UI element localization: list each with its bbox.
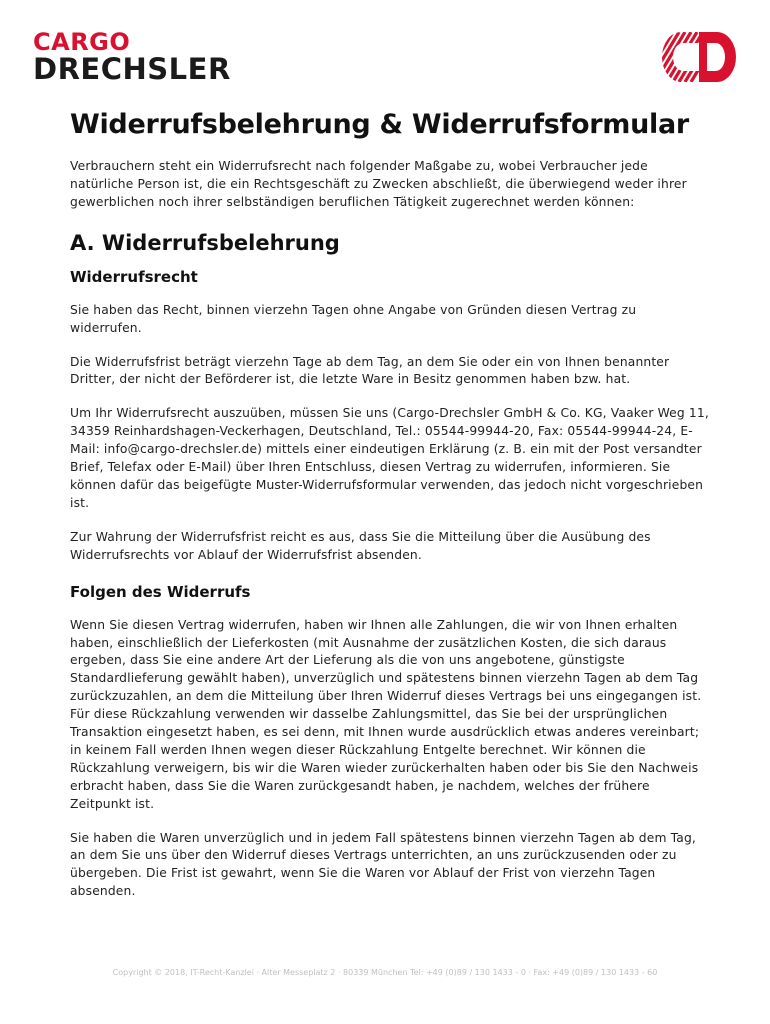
paragraph: Sie haben das Recht, binnen vierzehn Tagen ohne Angabe von Gründen diesen Vertrag zu widerrufen. — [70, 302, 637, 335]
intro-paragraph: Verbrauchern steht ein Widerrufsrecht nach folgender Maßgabe zu, wobei Verbraucher jede natürliche Person ist, die ein Rechtsgeschäft zu Zwecken abschließt, die überwiegend weder ihrer gewerblichen noch ihrer selbständigen beruflichen Tätigkeit zugerechnet werden können: — [70, 159, 687, 209]
subsection-folgen-heading: Folgen des Widerrufs — [70, 582, 251, 601]
document-body — [70, 106, 710, 917]
paragraph: Wenn Sie diesen Vertrag widerrufen, haben wir Ihnen alle Zahlungen, die wir von Ihnen erhalten haben, einschließlich der Lieferkosten (mit Ausnahme der zusätzlichen Kosten, die sich daraus ergeben, dass Sie eine andere Art der Lieferung als die von uns angebotene, günstigste Standardlieferung gewählt haben), unverzüglich und spätestens binnen vierzehn Tagen ab dem Tag zurückzuzahlen, an dem die Mitteilung über Ihren Widerruf dieses Vertrags bei uns eingegangen ist. Für diese Rückzahlung verwenden wir dasselbe Zahlungsmittel, das Sie bei der ursprünglichen Transaktion eingesetzt haben, es sei denn, mit Ihnen wurde ausdrücklich etwas anderes vereinbart; in keinem Fall werden Ihnen wegen dieser Rückzahlung Entgelte berechnet. Wir können die Rückzahlung verweigern, bis wir die Waren wieder zurückerhalten haben oder bis Sie den Nachweis erbracht haben, dass Sie die Waren zurückgesandt haben, je nachdem, welches der frühere Zeitpunkt ist. — [70, 617, 702, 811]
logo-line-cargo: CARGO — [33, 28, 131, 56]
document-title: Widerrufsbelehrung & Widerrufsformular — [70, 109, 689, 140]
cargo-drechsler-logo — [33, 30, 231, 84]
cd-logo-mark-icon — [661, 32, 737, 82]
paragraph: Die Widerrufsfrist beträgt vierzehn Tage ab dem Tag, an dem Sie oder ein von Ihnen benannter Dritter, der nicht der Beförderer ist, die letzte Ware in Besitz genommen haben bzw. hat. — [70, 354, 670, 387]
page-footer: Copyright © 2018, IT-Recht-Kanzlei · Alter Messeplatz 2 · 80339 München Tel: +49 (0)89 / 130 1433 - 0 · Fax: +49 (0)89 / 130 1433 - 60 — [112, 968, 658, 977]
paragraph-contact: Um Ihr Widerrufsrecht auszuüben, müssen Sie uns (Cargo-Drechsler GmbH & Co. KG, Vaaker Weg 11, 34359 Reinhardshagen-Veckerhagen, Deutschland, Tel.: 05544-99944-20, Fax: 05544-99944-24, E-Mail: info@cargo-drechsler.de) mittels einer eindeutigen Erklärung (z. B. ein mit der Post versandter Brief, Telefax oder E-Mail) über Ihren Entschluss, diesen Vertrag zu widerrufen, informieren. Sie können dafür das beigefügte Muster-Widerrufsformular verwenden, das jedoch nicht vorgeschrieben ist. — [70, 406, 709, 510]
section-a-heading: A. Widerrufsbelehrung — [70, 230, 340, 255]
paragraph: Sie haben die Waren unverzüglich und in jedem Fall spätestens binnen vierzehn Tagen ab dem Tag, an dem Sie uns über den Widerruf dieses Vertrags unterrichten, an uns zurückzusenden oder zu übergeben. Die Frist ist gewahrt, wenn Sie die Waren vor Ablauf der Frist von vierzehn Tagen absenden. — [70, 830, 696, 899]
logo-line-drechsler: DRECHSLER — [33, 52, 231, 86]
paragraph: Zur Wahrung der Widerrufsfrist reicht es aus, dass Sie die Mitteilung über die Ausübung des Widerrufsrechts vor Ablauf der Widerrufsfrist absenden. — [70, 529, 651, 562]
subsection-widerrufsrecht-heading: Widerrufsrecht — [70, 267, 198, 286]
